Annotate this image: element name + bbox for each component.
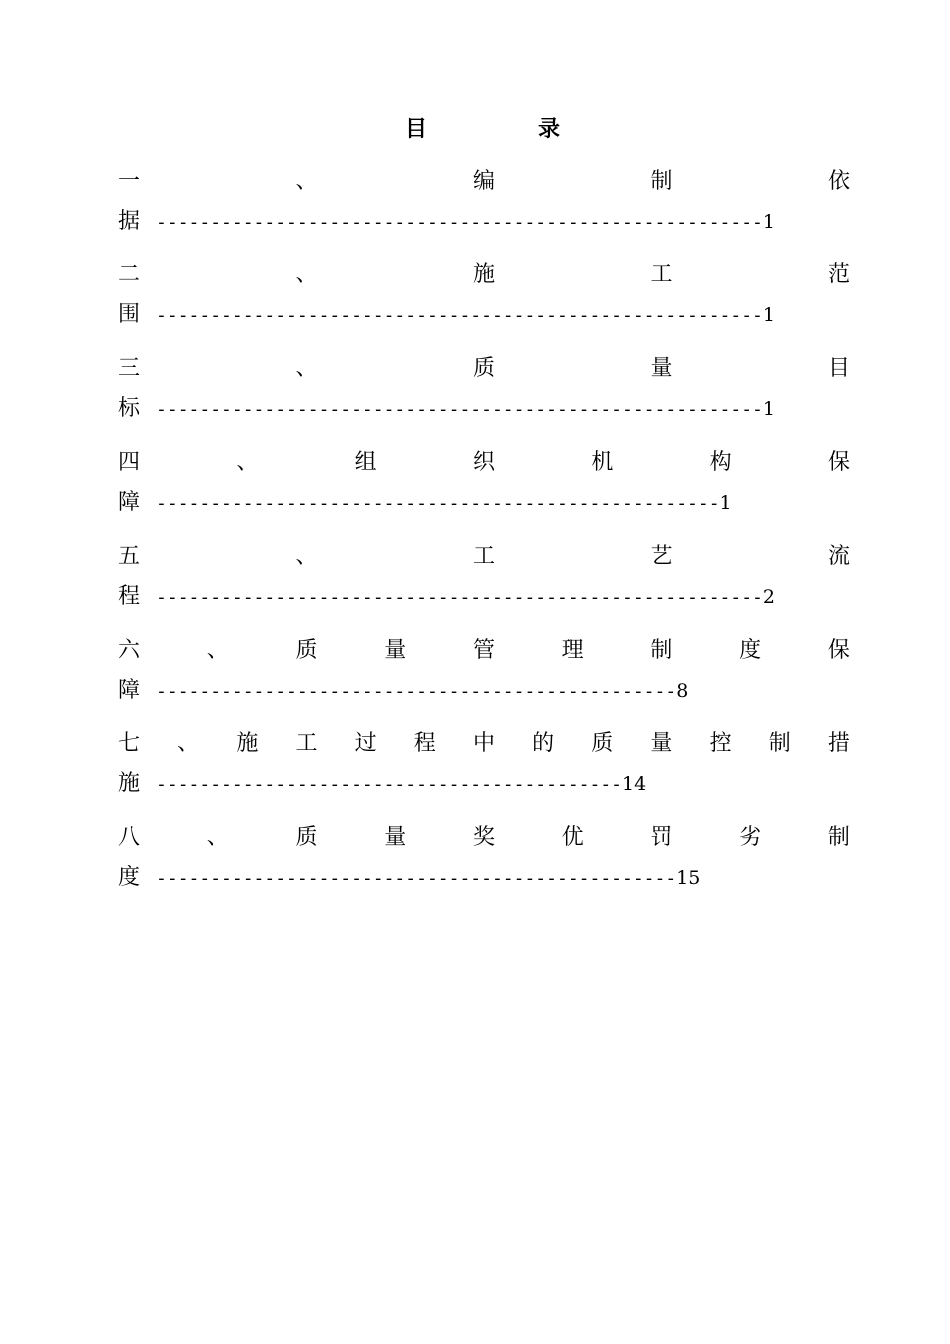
dot-leader: -------------------------------------------------------- [156, 399, 763, 420]
heading-char: 保 [827, 450, 850, 475]
toc-entry-heading [118, 727, 850, 761]
toc-entry-1[interactable] [118, 165, 850, 251]
page-number: 1 [762, 304, 775, 326]
page-number: 8 [676, 680, 689, 702]
heading-last-char: 标 [118, 396, 141, 421]
heading-char: 、 [206, 638, 229, 663]
heading-char: 量 [650, 731, 673, 756]
heading-char: 罚 [650, 825, 673, 850]
heading-char: 质 [472, 356, 495, 381]
heading-char: 制 [768, 731, 791, 756]
toc-entry-heading [118, 352, 850, 386]
page-number: 1 [762, 211, 775, 233]
heading-char: 五 [118, 544, 141, 569]
heading-char: 程 [413, 731, 436, 756]
heading-char: 量 [650, 356, 673, 381]
heading-char: 、 [295, 262, 318, 287]
heading-char: 艺 [650, 544, 673, 569]
heading-char: 质 [591, 731, 614, 756]
heading-char: 流 [827, 544, 850, 569]
toc-entry-leader-line [118, 392, 775, 426]
heading-char: 、 [295, 356, 318, 381]
heading-char: 施 [236, 731, 259, 756]
heading-char: 六 [118, 638, 141, 663]
page-number: 15 [676, 867, 701, 889]
heading-char: 二 [118, 262, 141, 287]
toc-entry-heading [118, 165, 850, 199]
heading-char: 控 [709, 731, 732, 756]
heading-char: 理 [561, 638, 584, 663]
toc-title-char-2: 录 [538, 116, 561, 142]
heading-char: 工 [472, 544, 495, 569]
toc-entry-5[interactable] [118, 540, 850, 626]
heading-char: 织 [472, 450, 495, 475]
heading-char: 过 [354, 731, 377, 756]
dot-leader: ------------------------------------------------ [156, 868, 677, 889]
heading-last-char: 障 [118, 678, 141, 703]
heading-char: 、 [295, 544, 318, 569]
toc-entry-heading [118, 540, 850, 574]
toc-entry-leader-line [118, 674, 688, 708]
toc-entry-6[interactable] [118, 634, 850, 720]
dot-leader: -------------------------------------------------------- [156, 212, 763, 233]
heading-char: 质 [295, 638, 318, 663]
toc-entry-7[interactable] [118, 727, 850, 813]
toc-entry-heading [118, 258, 850, 292]
toc-title-char-1: 目 [405, 116, 428, 142]
heading-char: 、 [295, 169, 318, 194]
heading-char: 管 [472, 638, 495, 663]
heading-char: 奖 [472, 825, 495, 850]
heading-char: 制 [827, 825, 850, 850]
heading-char: 八 [118, 825, 141, 850]
toc-entry-heading [118, 634, 850, 668]
toc-entry-3[interactable] [118, 352, 850, 438]
heading-char: 目 [827, 356, 850, 381]
toc-entry-leader-line [118, 767, 646, 801]
heading-char: 、 [236, 450, 259, 475]
heading-last-char: 障 [118, 490, 141, 515]
toc-entry-leader-line [118, 298, 775, 332]
toc-entry-leader-line [118, 205, 775, 239]
heading-char: 劣 [739, 825, 762, 850]
page-number: 1 [762, 398, 775, 420]
toc-entry-leader-line [118, 580, 775, 614]
toc-entry-leader-line [118, 861, 700, 895]
heading-char: 的 [532, 731, 555, 756]
toc-entry-heading [118, 446, 850, 480]
heading-char: 组 [354, 450, 377, 475]
heading-char: 施 [472, 262, 495, 287]
heading-char: 工 [295, 731, 318, 756]
heading-char: 构 [709, 450, 732, 475]
heading-char: 制 [650, 169, 673, 194]
toc-entry-leader-line [118, 486, 732, 520]
dot-leader: ---------------------------------------------------- [156, 493, 720, 514]
heading-char: 质 [295, 825, 318, 850]
heading-char: 工 [650, 262, 673, 287]
heading-char: 保 [827, 638, 850, 663]
heading-last-char: 程 [118, 584, 141, 609]
dot-leader: -------------------------------------------------------- [156, 587, 763, 608]
heading-last-char: 据 [118, 209, 141, 234]
heading-char: 四 [118, 450, 141, 475]
heading-char: 范 [827, 262, 850, 287]
heading-char: 度 [739, 638, 762, 663]
heading-char: 三 [118, 356, 141, 381]
dot-leader: ------------------------------------------- [156, 774, 623, 795]
heading-char: 机 [591, 450, 614, 475]
page-number: 2 [762, 586, 775, 608]
heading-char: 、 [177, 731, 200, 756]
toc-entry-2[interactable] [118, 258, 850, 344]
heading-char: 量 [384, 825, 407, 850]
toc-entry-heading [118, 821, 850, 855]
dot-leader: -------------------------------------------------------- [156, 305, 763, 326]
heading-char: 编 [472, 169, 495, 194]
heading-char: 依 [827, 169, 850, 194]
dot-leader: ------------------------------------------------ [156, 681, 677, 702]
heading-char: 优 [561, 825, 584, 850]
heading-char: 七 [118, 731, 141, 756]
heading-char: 一 [118, 169, 141, 194]
heading-char: 措 [827, 731, 850, 756]
toc-entry-4[interactable] [118, 446, 850, 532]
page-number: 1 [719, 492, 732, 514]
heading-char: 中 [472, 731, 495, 756]
heading-char: 量 [384, 638, 407, 663]
toc-title [0, 112, 950, 144]
toc-entry-8[interactable] [118, 821, 850, 907]
heading-char: 、 [206, 825, 229, 850]
heading-last-char: 施 [118, 771, 141, 796]
page-number: 14 [622, 773, 647, 795]
heading-last-char: 度 [118, 865, 141, 890]
heading-last-char: 围 [118, 302, 141, 327]
heading-char: 制 [650, 638, 673, 663]
